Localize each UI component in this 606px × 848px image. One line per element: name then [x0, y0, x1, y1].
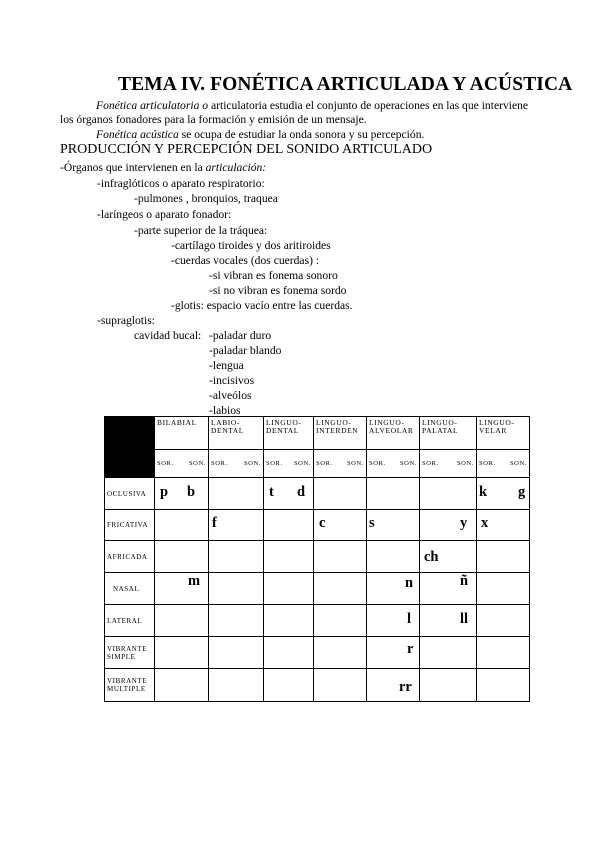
bucal-item: -lengua: [209, 359, 244, 372]
cell-fricativa-dental: [264, 510, 314, 541]
cell-lateral-palatal: [420, 605, 477, 637]
cell-lateral-bilabial: [155, 605, 209, 637]
col-header-linguovelar: LINGUO- VELAR: [477, 417, 530, 450]
cell-nasal-bilabial: [155, 573, 209, 605]
sub-son: SON.: [509, 460, 527, 467]
cell-lateral-dental: [264, 605, 314, 637]
table-corner: [105, 417, 155, 478]
phoneme-n: n: [405, 575, 414, 591]
cell-vibmult-dental: [264, 669, 314, 702]
sub-son: SON.: [346, 460, 364, 467]
bucal-item: -paladar duro: [209, 329, 272, 342]
cell-africada-alveolar: [367, 541, 420, 573]
cell-fricativa-bilabial: [155, 510, 209, 541]
phoneme-ch: ch: [424, 549, 439, 565]
page-title: TEMA IV. FONÉTICA ARTICULADA Y ACÚSTICA: [118, 74, 573, 95]
cell-africada-bilabial: [155, 541, 209, 573]
cell-vibsimple-dental: [264, 637, 314, 669]
sub-son: SON.: [399, 460, 417, 467]
sub-sor: SOR.: [266, 460, 283, 467]
sub-sor: SOR.: [479, 460, 496, 467]
term-fonetica-articulatoria: Fonética articulatoria o: [96, 99, 209, 112]
organs-cavidad-bucal: cavidad bucal:: [134, 329, 202, 342]
organs-lead-term: articulación:: [205, 161, 267, 174]
row-label-vibrante-multiple: VIBRANTE MULTIPLE: [105, 669, 155, 702]
phoneme-l: l: [407, 611, 412, 627]
sub-header: [367, 450, 420, 478]
cell-vibmult-interdental: [314, 669, 367, 702]
intro-paragraph-1-cont: los órganos fonadores para la formación y emisión de un mensaje.: [60, 113, 367, 126]
organs-cuerdas: -cuerdas vocales (dos cuerdas) :: [171, 254, 320, 267]
phoneme-table: [104, 416, 530, 702]
sub-sor: SOR.: [422, 460, 439, 467]
cell-oclusiva-interdental: [314, 478, 367, 510]
cell-vibmult-labiodental: [209, 669, 264, 702]
intro-paragraph-1: [96, 98, 528, 113]
col-header-linguointerden: LINGUO- INTERDEN: [314, 417, 367, 450]
organs-laringeos: -laríngeos o aparato fonador:: [97, 208, 232, 221]
row-label-oclusiva: OCLUSIVA: [105, 478, 155, 510]
phoneme-b: b: [187, 484, 196, 500]
phoneme-g: g: [518, 484, 526, 500]
phoneme-r: r: [407, 641, 414, 657]
cell-africada-palatal: [420, 541, 477, 573]
phoneme-p: p: [160, 484, 169, 500]
col-header-linguoalveolar: LINGUO- ALVEOLAR: [367, 417, 420, 450]
cell-nasal-interdental: [314, 573, 367, 605]
cell-fricativa-interdental: [314, 510, 367, 541]
phoneme-t: t: [269, 484, 274, 500]
sub-header: [155, 450, 209, 478]
organs-infra: -infraglóticos o aparato respiratorio:: [97, 177, 265, 190]
cell-vibsimple-palatal: [420, 637, 477, 669]
phoneme-d: d: [297, 484, 306, 500]
cell-vibmult-bilabial: [155, 669, 209, 702]
phoneme-x: x: [481, 515, 489, 531]
cell-lateral-velar: [477, 605, 530, 637]
organs-supraglotis: -supraglotis:: [97, 314, 155, 327]
cell-oclusiva-dental: [264, 478, 314, 510]
cell-vibmult-alveolar: [367, 669, 420, 702]
cell-oclusiva-velar: [477, 478, 530, 510]
phoneme-m: m: [188, 573, 201, 589]
cell-nasal-alveolar: [367, 573, 420, 605]
phoneme-k: k: [479, 484, 488, 500]
col-header-bilabial: BILABIAL: [155, 417, 209, 450]
organs-si-no-vibran: -si no vibran es fonema sordo: [209, 284, 347, 297]
sub-sor: SOR.: [157, 460, 174, 467]
sub-header: [314, 450, 367, 478]
cell-vibsimple-interdental: [314, 637, 367, 669]
cell-nasal-palatal: [420, 573, 477, 605]
intro-text-2: se ocupa de estudiar la onda sonora y su percepción.: [178, 128, 425, 141]
cell-lateral-labiodental: [209, 605, 264, 637]
organs-lead-text: -Órganos que intervienen en la: [60, 161, 206, 174]
cell-lateral-alveolar: [367, 605, 420, 637]
sub-header: [477, 450, 530, 478]
col-header-labiodental: LABIO- DENTAL: [209, 417, 264, 450]
phoneme-y: y: [460, 515, 468, 531]
organs-si-vibran: -si vibran es fonema sonoro: [209, 269, 338, 282]
sub-sor: SOR.: [211, 460, 228, 467]
organs-cartilago: -cartílago tiroides y dos aritiroides: [171, 239, 331, 252]
bucal-item: -incisivos: [209, 374, 255, 387]
cell-vibsimple-labiodental: [209, 637, 264, 669]
cell-fricativa-alveolar: [367, 510, 420, 541]
cell-nasal-velar: [477, 573, 530, 605]
cell-fricativa-velar: [477, 510, 530, 541]
cell-vibmult-palatal: [420, 669, 477, 702]
row-label-nasal: NASAL: [105, 573, 155, 605]
sub-son: SON.: [456, 460, 474, 467]
cell-oclusiva-alveolar: [367, 478, 420, 510]
cell-africada-velar: [477, 541, 530, 573]
bucal-item: -labios: [209, 404, 241, 417]
cell-lateral-interdental: [314, 605, 367, 637]
sub-header: [264, 450, 314, 478]
phoneme-f: f: [212, 515, 217, 531]
section-heading: PRODUCCIÓN Y PERCEPCIÓN DEL SONIDO ARTICULADO: [60, 142, 433, 157]
sub-header: [209, 450, 264, 478]
cell-africada-labiodental: [209, 541, 264, 573]
sub-son: SON.: [293, 460, 311, 467]
phoneme-enye: ñ: [460, 573, 469, 589]
cell-nasal-labiodental: [209, 573, 264, 605]
intro-text-1: articulatoria estudia el conjunto de operaciones en las que interviene: [208, 99, 529, 112]
cell-fricativa-labiodental: [209, 510, 264, 541]
row-label-fricativa: FRICATIVA: [105, 510, 155, 541]
organs-parte-superior: -parte superior de la tráquea:: [134, 224, 268, 237]
sub-sor: SOR.: [369, 460, 386, 467]
cell-fricativa-palatal: [420, 510, 477, 541]
cell-vibsimple-velar: [477, 637, 530, 669]
sub-sor: SOR.: [316, 460, 333, 467]
bucal-item: -alveólos: [209, 389, 252, 402]
bucal-item: -paladar blando: [209, 344, 282, 357]
phoneme-s: s: [369, 515, 375, 531]
col-header-linguodental: LINGUO- DENTAL: [264, 417, 314, 450]
organs-infra-items: -pulmones , bronquios, traquea: [134, 192, 278, 205]
row-label-lateral: LATERAL: [105, 605, 155, 637]
row-label-africada: AFRICADA: [105, 541, 155, 573]
term-fonetica-acustica: Fonética acústica: [96, 128, 179, 141]
cell-vibmult-velar: [477, 669, 530, 702]
col-header-linguopalatal: LINGUO- PALATAL: [420, 417, 477, 450]
phoneme-ll: ll: [460, 611, 469, 627]
phoneme-rr: rr: [399, 679, 412, 695]
organs-glotis: -glotis: espacio vacío entre las cuerdas.: [171, 299, 353, 312]
sub-header: [420, 450, 477, 478]
cell-vibsimple-bilabial: [155, 637, 209, 669]
intro-paragraph-2: [96, 127, 424, 142]
cell-africada-interdental: [314, 541, 367, 573]
cell-nasal-dental: [264, 573, 314, 605]
cell-africada-dental: [264, 541, 314, 573]
cell-oclusiva-labiodental: [209, 478, 264, 510]
cell-oclusiva-bilabial: [155, 478, 209, 510]
organs-lead: [60, 160, 266, 175]
sub-son: SON.: [243, 460, 261, 467]
row-label-vibrante-simple: VIBRANTE SIMPLE: [105, 637, 155, 669]
cell-vibsimple-alveolar: [367, 637, 420, 669]
cell-oclusiva-palatal: [420, 478, 477, 510]
sub-son: SON.: [188, 460, 206, 467]
phoneme-c: c: [319, 515, 326, 531]
